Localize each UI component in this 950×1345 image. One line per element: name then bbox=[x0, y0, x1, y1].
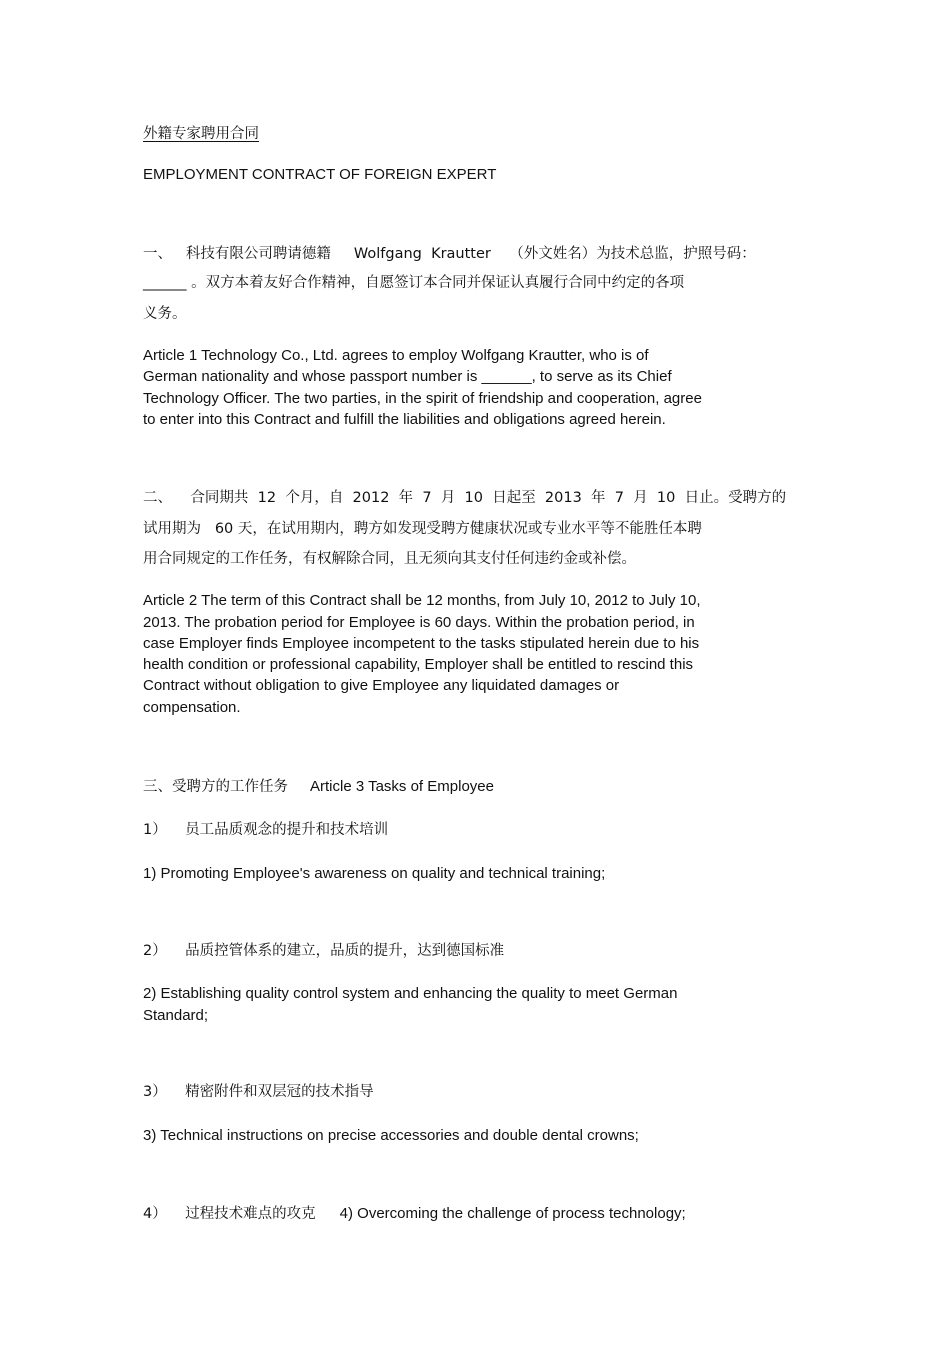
item-4-cn: 4） 过程技术难点的攻克 bbox=[143, 1206, 316, 1222]
article-2-en-line-6: compensation. bbox=[143, 699, 241, 716]
item-3-cn: 3） 精密附件和双层冠的技术指导 bbox=[143, 1084, 374, 1100]
item-2-cn: 2） 品质控管体系的建立，品质的提升，达到德国标准 bbox=[143, 943, 505, 959]
article-1-en-line-1: Article 1 Technology Co., Ltd. agrees to employ Wolfgang Krautter, who is of bbox=[143, 347, 649, 364]
title-english: EMPLOYMENT CONTRACT OF FOREIGN EXPERT bbox=[143, 166, 497, 183]
article-1-cn-line-3: 义务。 bbox=[143, 306, 187, 322]
item-2-en-line-2: Standard; bbox=[143, 1007, 209, 1024]
article-3-heading-cn: 三、受聘方的工作任务 bbox=[143, 779, 288, 795]
article-2-en-line-3: case Employer finds Employee incompetent to the tasks stipulated herein due to his bbox=[143, 635, 700, 652]
article-2-en-line-4: health condition or professional capability, Employer shall be entitled to rescind this bbox=[143, 656, 694, 673]
item-4-en: 4) Overcoming the challenge of process technology; bbox=[339, 1205, 686, 1222]
title-chinese: 外籍专家聘用合同 bbox=[143, 126, 259, 142]
item-1-en: 1) Promoting Employee's awareness on quality and technical training; bbox=[143, 865, 606, 882]
article-2-en-line-2: 2013. The probation period for Employee is 60 days. Within the probation period, in bbox=[143, 614, 695, 631]
article-1-cn-line-1: 一、 科技有限公司聘请德籍 Wolfgang Krautter （外文姓名）为技术总监，护照号码： bbox=[143, 246, 756, 262]
article-2-en-line-5: Contract without obligation to give Employee any liquidated damages or bbox=[143, 677, 620, 694]
article-2-en-line-1: Article 2 The term of this Contract shall be 12 months, from July 10, 2012 to July 10, bbox=[143, 592, 701, 609]
item-4 bbox=[143, 1203, 686, 1225]
article-1-en-line-4: to enter into this Contract and fulfill the liabilities and obligations agreed herein. bbox=[143, 411, 666, 428]
item-3-en: 3) Technical instructions on precise accessories and double dental crowns; bbox=[143, 1127, 639, 1144]
article-1-en-line-3: Technology Officer. The two parties, in the spirit of friendship and cooperation, agree bbox=[143, 390, 702, 407]
article-3-heading bbox=[143, 776, 494, 798]
article-2-cn-line-2: 试用期为 60 天，在试用期内，聘方如发现受聘方健康状况或专业水平等不能胜任本聘 bbox=[143, 521, 702, 537]
article-1-cn-line-2: ______ 。双方本着友好合作精神，自愿签订本合同并保证认真履行合同中约定的各项 bbox=[143, 275, 685, 291]
item-2-en-line-1: 2) Establishing quality control system and enhancing the quality to meet German bbox=[143, 985, 678, 1002]
article-2-cn-line-1: 二、 合同期共 12 个月，自 2012 年 7 月 10 日起至 2013 年 7 月 10 日止。受聘方的 bbox=[143, 490, 787, 506]
item-1-cn: 1） 员工品质观念的提升和技术培训 bbox=[143, 822, 389, 838]
article-2-cn-line-3: 用合同规定的工作任务，有权解除合同，且无须向其支付任何违约金或补偿。 bbox=[143, 551, 636, 567]
article-1-en-line-2: German nationality and whose passport number is ______, to serve as its Chief bbox=[143, 368, 672, 385]
article-3-heading-en: Article 3 Tasks of Employee bbox=[310, 778, 494, 795]
